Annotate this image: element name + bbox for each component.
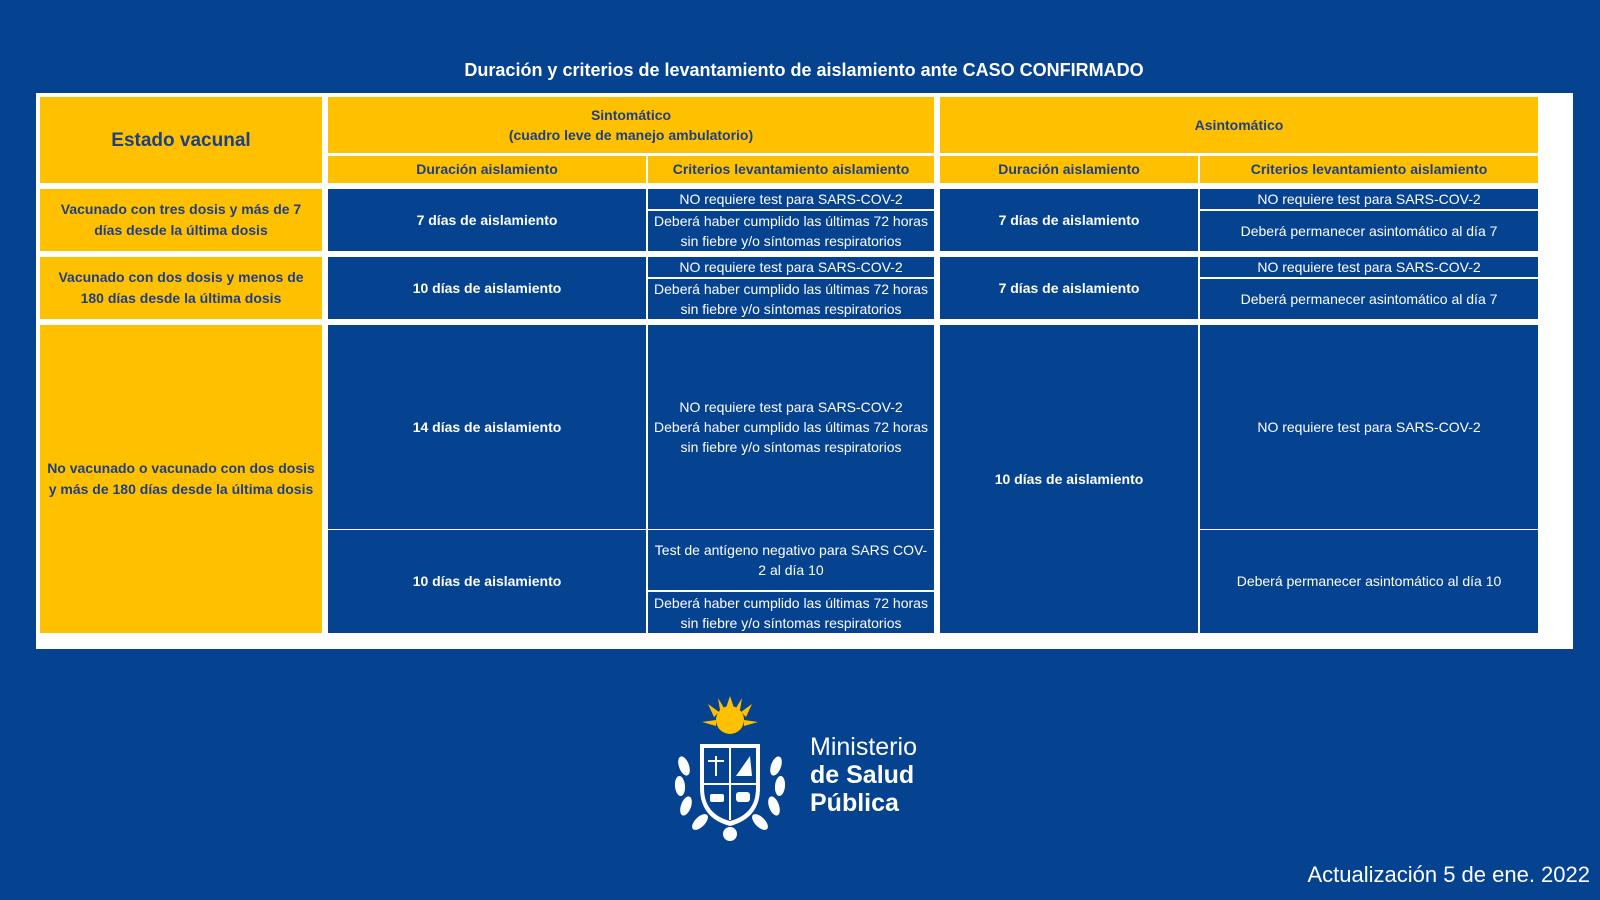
header-asintomatico: Asintomático [940, 97, 1538, 153]
row2-sint-duracion: 10 días de aislamiento [328, 257, 646, 319]
ministry-line-1: Ministerio [810, 733, 917, 761]
row1-asint-crit-asintomatico: Deberá permanecer asintomático al día 7 [1200, 211, 1538, 251]
header-sintomatico [328, 97, 934, 153]
row1-sint-crit-test: NO requiere test para SARS-COV-2 [648, 189, 934, 209]
ministry-line-3: Pública [810, 789, 899, 817]
header-sint-duracion: Duración aislamiento [328, 156, 646, 183]
row1-sint-crit-fiebre: Deberá haber cumplido las últimas 72 horas sin fiebre y/o síntomas respiratorios [648, 211, 934, 251]
row1-asint-crit-test: NO requiere test para SARS-COV-2 [1200, 189, 1538, 209]
row1-estado: Vacunado con tres dosis y más de 7 días desde la última dosis [40, 189, 322, 251]
ministry-line-2: de Salud [810, 761, 915, 789]
header-asint-criterios: Criterios levantamiento aislamiento [1200, 156, 1538, 183]
row2-asint-crit-test: NO requiere test para SARS-COV-2 [1200, 257, 1538, 277]
ministry-wordmark [810, 733, 917, 817]
row2-sint-crit-fiebre: Deberá haber cumplido las últimas 72 horas sin fiebre y/o síntomas respiratorios [648, 279, 934, 319]
page-title: Duración y criterios de levantamiento de aislamiento ante CASO CONFIRMADO [464, 60, 1144, 80]
row2-sint-crit-test: NO requiere test para SARS-COV-2 [648, 257, 934, 277]
isolation-table [36, 93, 1573, 649]
row3-asint-crit-asintomatico: Deberá permanecer asintomático al día 10 [1200, 530, 1538, 633]
header-sint-criterios: Criterios levantamiento aislamiento [648, 156, 934, 183]
row3-estado: No vacunado o vacunado con dos dosis y más de 180 días desde la última dosis [40, 325, 322, 633]
row3-sint-crit-a [648, 325, 934, 529]
row2-estado: Vacunado con dos dosis y menos de 180 días desde la última dosis [40, 257, 322, 319]
row3-asint-crit-test: NO requiere test para SARS-COV-2 [1200, 325, 1538, 529]
header-asint-duracion: Duración aislamiento [940, 156, 1198, 183]
header-estado-vacunal: Estado vacunal [40, 97, 322, 183]
row3-sint-crit-b-antigeno: Test de antígeno negativo para SARS COV-2 al día 10 [648, 530, 934, 590]
row3-asint-duracion: 10 días de aislamiento [940, 325, 1198, 633]
row3-sint-crit-a-test: NO requiere test para SARS-COV-2 [679, 399, 903, 415]
row3-sint-crit-a-fiebre: Deberá haber cumplido las últimas 72 horas sin fiebre y/o síntomas respiratorios [654, 419, 928, 455]
row2-asint-duracion: 7 días de aislamiento [940, 257, 1198, 319]
row3-sint-duracion-b: 10 días de aislamiento [328, 530, 646, 633]
row3-sint-crit-b-fiebre: Deberá haber cumplido las últimas 72 horas sin fiebre y/o síntomas respiratorios [648, 592, 934, 633]
row2-asint-crit-asintomatico: Deberá permanecer asintomático al día 7 [1200, 279, 1538, 319]
update-date: Actualización 5 de ene. 2022 [1307, 862, 1590, 887]
row1-asint-duracion: 7 días de aislamiento [940, 189, 1198, 251]
uruguay-coat-of-arms-icon [670, 696, 790, 844]
row3-sint-duracion-a: 14 días de aislamiento [328, 325, 646, 529]
header-sintomatico-subtitle: (cuadro leve de manejo ambulatorio) [508, 127, 754, 143]
header-sintomatico-title: Sintomático [590, 107, 672, 123]
row1-sint-duracion: 7 días de aislamiento [328, 189, 646, 251]
